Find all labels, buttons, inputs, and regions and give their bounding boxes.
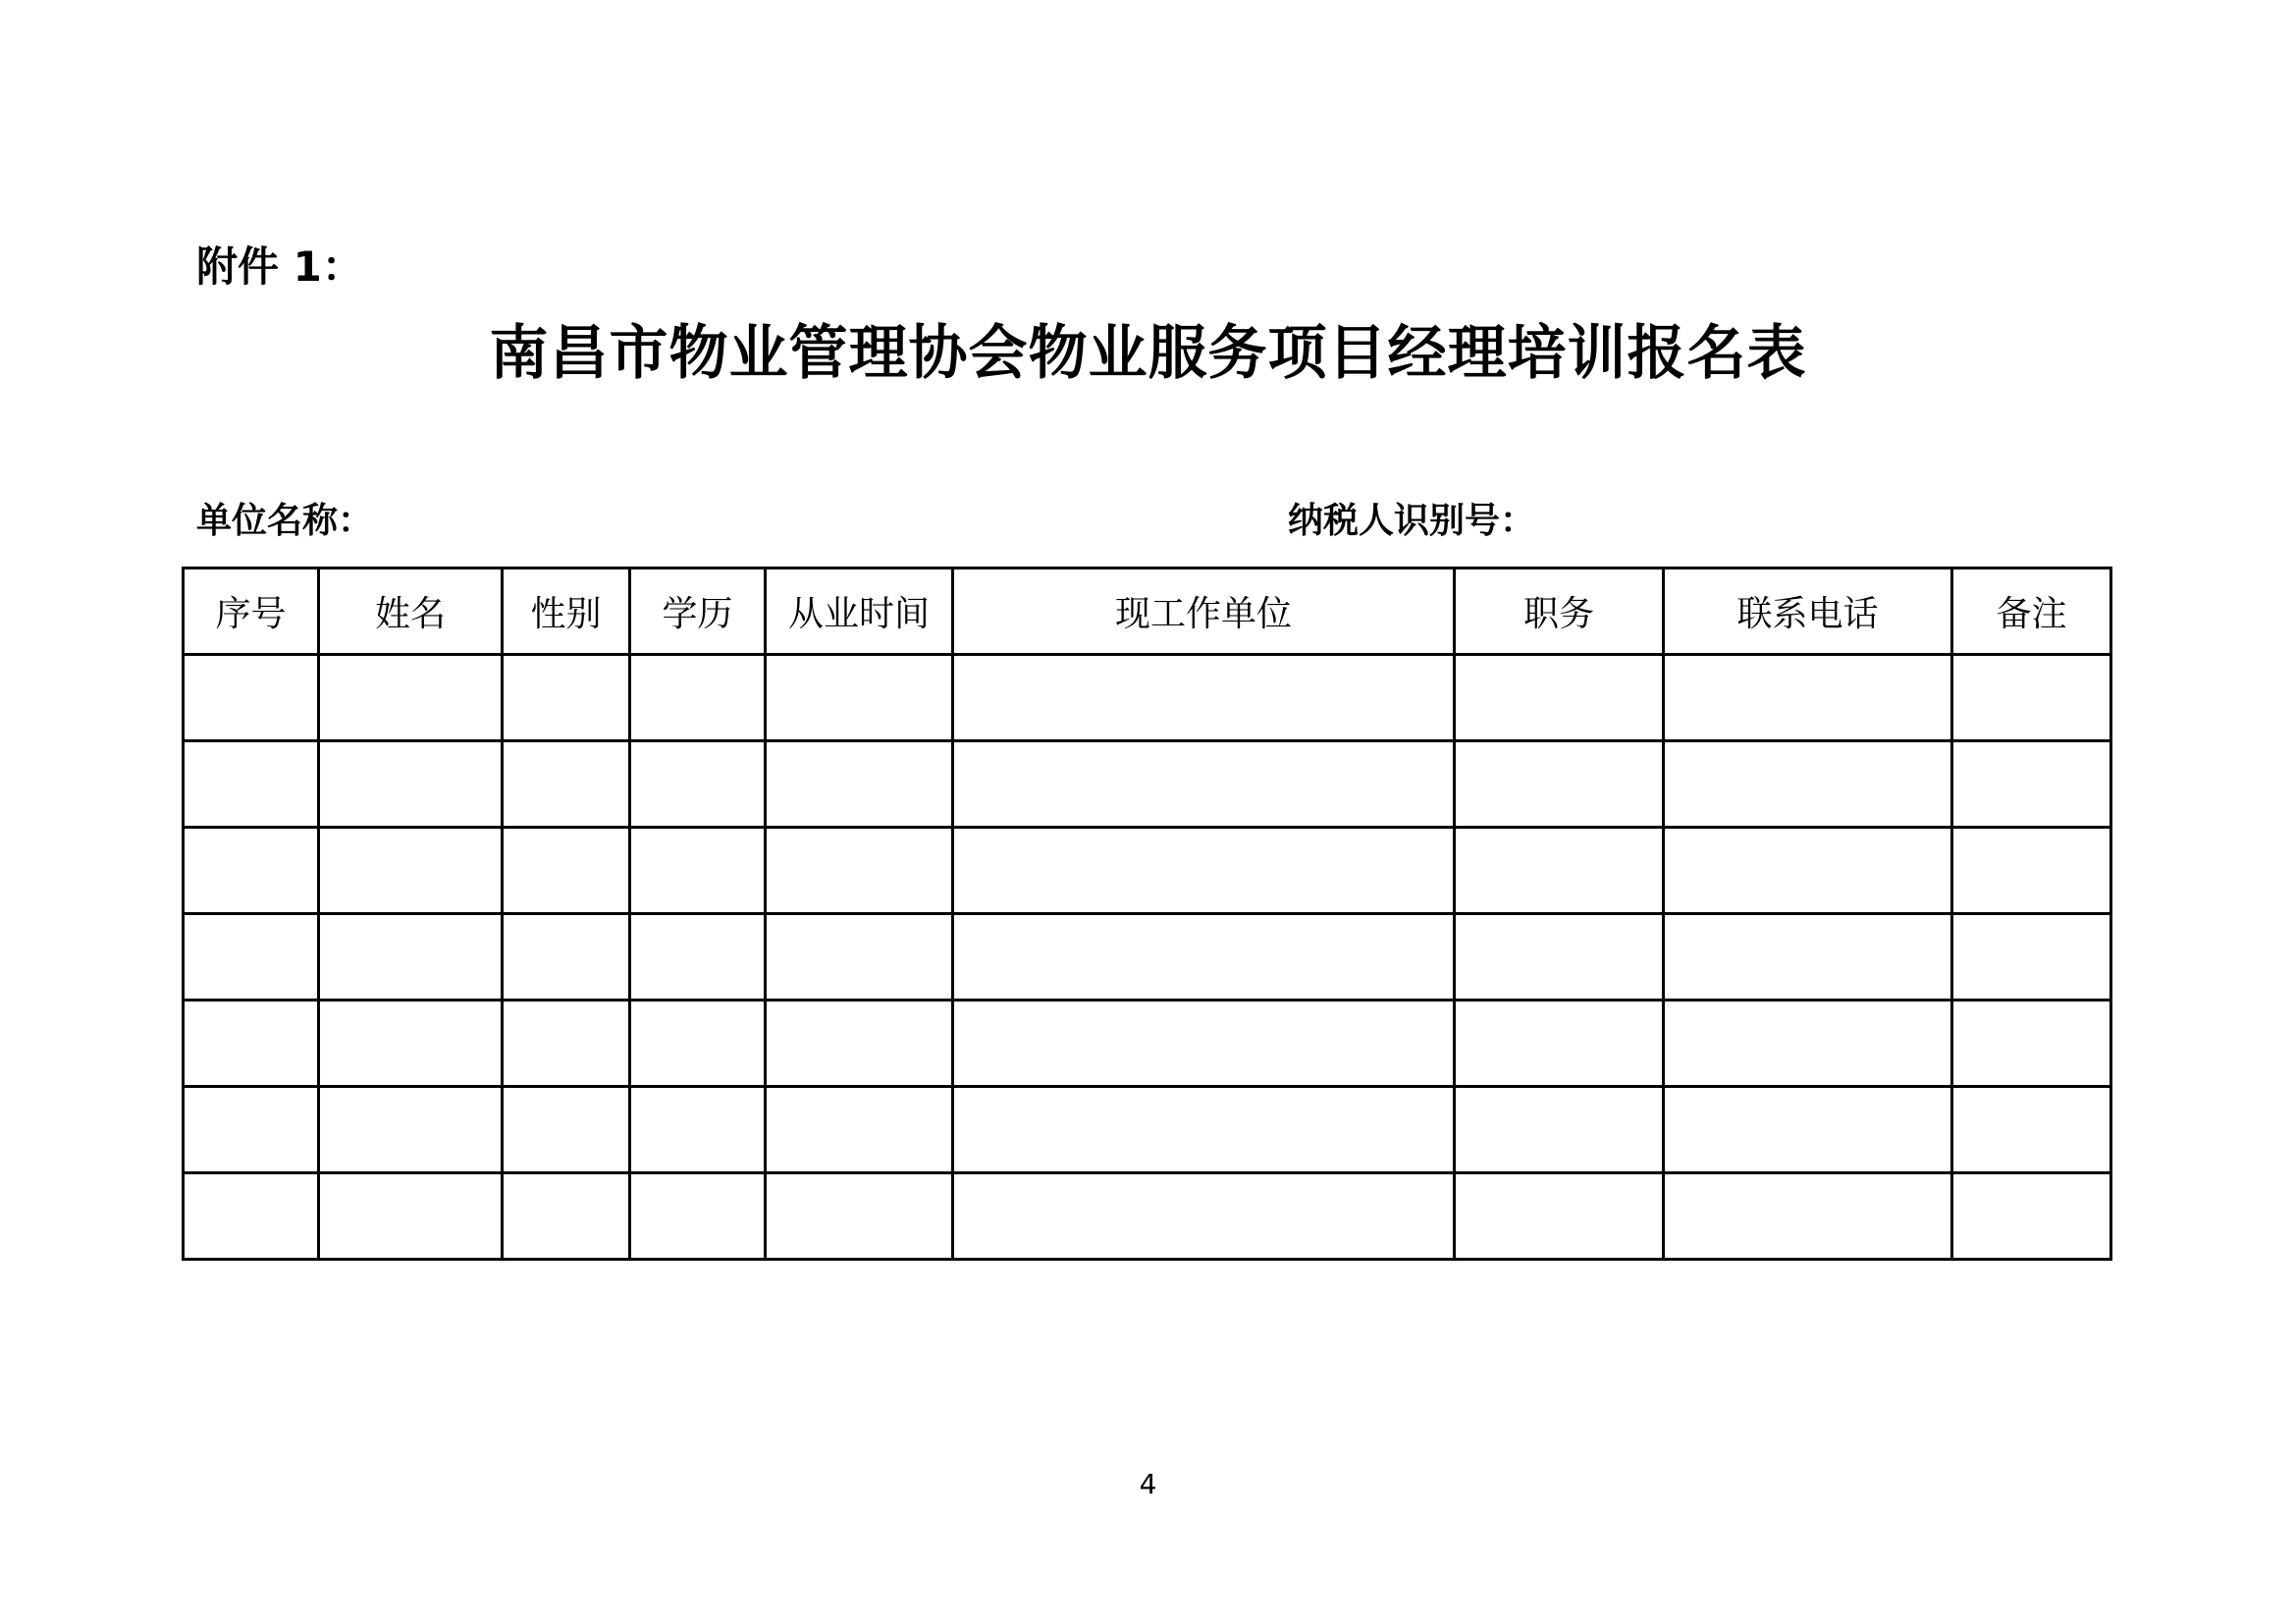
- table-cell[interactable]: [503, 1001, 630, 1087]
- table-row: [184, 655, 2111, 741]
- table-cell[interactable]: [630, 1173, 766, 1260]
- table-cell[interactable]: [319, 914, 503, 1001]
- table-cell[interactable]: [953, 1173, 1455, 1260]
- table-cell[interactable]: [1455, 1173, 1664, 1260]
- page-number: 4: [1139, 1468, 1157, 1500]
- table-cell[interactable]: [1664, 741, 1952, 828]
- header-name: 姓名: [319, 568, 503, 655]
- table-cell[interactable]: [319, 1001, 503, 1087]
- table-row: [184, 1087, 2111, 1173]
- table-cell[interactable]: [953, 828, 1455, 914]
- table-cell[interactable]: [184, 1173, 319, 1260]
- table-cell[interactable]: [503, 914, 630, 1001]
- table-cell[interactable]: [319, 828, 503, 914]
- table-row: [184, 828, 2111, 914]
- header-gender: 性别: [503, 568, 630, 655]
- table-cell[interactable]: [1952, 1087, 2111, 1173]
- table-cell[interactable]: [184, 655, 319, 741]
- table-cell[interactable]: [953, 1001, 1455, 1087]
- table-cell[interactable]: [1664, 914, 1952, 1001]
- table-row: [184, 1173, 2111, 1260]
- header-years-in-industry: 从业时间: [766, 568, 953, 655]
- table-cell[interactable]: [503, 1087, 630, 1173]
- table-cell[interactable]: [1664, 1001, 1952, 1087]
- table-cell[interactable]: [953, 914, 1455, 1001]
- registration-table: [182, 567, 2112, 1261]
- table-cell[interactable]: [503, 828, 630, 914]
- header-phone: 联系电话: [1664, 568, 1952, 655]
- table-cell[interactable]: [630, 741, 766, 828]
- table-cell[interactable]: [766, 1173, 953, 1260]
- table-cell[interactable]: [630, 828, 766, 914]
- table-row: [184, 914, 2111, 1001]
- table-cell[interactable]: [184, 914, 319, 1001]
- table-cell[interactable]: [1664, 1087, 1952, 1173]
- header-position: 职务: [1455, 568, 1664, 655]
- table-cell[interactable]: [766, 1001, 953, 1087]
- page-title: 南昌市物业管理协会物业服务项目经理培训报名表: [489, 319, 1807, 388]
- header-current-employer: 现工作单位: [953, 568, 1455, 655]
- table-cell[interactable]: [766, 741, 953, 828]
- table-cell[interactable]: [319, 1173, 503, 1260]
- table-cell[interactable]: [766, 655, 953, 741]
- header-education: 学历: [630, 568, 766, 655]
- table-cell[interactable]: [630, 914, 766, 1001]
- attachment-label: 附件 1：: [196, 243, 363, 291]
- table-cell[interactable]: [1664, 655, 1952, 741]
- unit-name-label: 单位名称：: [196, 501, 374, 541]
- table-cell[interactable]: [184, 1087, 319, 1173]
- table-row: [184, 741, 2111, 828]
- table-cell[interactable]: [503, 655, 630, 741]
- table-cell[interactable]: [1455, 828, 1664, 914]
- table-cell[interactable]: [953, 655, 1455, 741]
- table-cell[interactable]: [503, 1173, 630, 1260]
- table-cell[interactable]: [1664, 1173, 1952, 1260]
- table-cell[interactable]: [953, 1087, 1455, 1173]
- table-cell[interactable]: [1455, 741, 1664, 828]
- table-cell[interactable]: [1455, 1087, 1664, 1173]
- header-remarks: 备注: [1952, 568, 2111, 655]
- table-cell[interactable]: [766, 914, 953, 1001]
- table-cell[interactable]: [630, 1087, 766, 1173]
- table-cell[interactable]: [1455, 655, 1664, 741]
- table-cell[interactable]: [503, 741, 630, 828]
- table-cell[interactable]: [630, 655, 766, 741]
- table-header-row: [184, 568, 2111, 655]
- table-cell[interactable]: [1455, 914, 1664, 1001]
- table-cell[interactable]: [1952, 1001, 2111, 1087]
- table-cell[interactable]: [319, 1087, 503, 1173]
- table-cell[interactable]: [184, 828, 319, 914]
- header-serial-number: 序号: [184, 568, 319, 655]
- table-cell[interactable]: [1952, 828, 2111, 914]
- table-cell[interactable]: [319, 741, 503, 828]
- table-row: [184, 1001, 2111, 1087]
- table-cell[interactable]: [766, 828, 953, 914]
- table-cell[interactable]: [630, 1001, 766, 1087]
- table-cell[interactable]: [766, 1087, 953, 1173]
- table-cell[interactable]: [1455, 1001, 1664, 1087]
- table-cell[interactable]: [1664, 828, 1952, 914]
- table-cell[interactable]: [184, 741, 319, 828]
- taxpayer-id-label: 纳税人识别号：: [1288, 501, 1536, 541]
- table-cell[interactable]: [1952, 1173, 2111, 1260]
- table-cell[interactable]: [1952, 914, 2111, 1001]
- table-cell[interactable]: [1952, 741, 2111, 828]
- table-cell[interactable]: [184, 1001, 319, 1087]
- table-cell[interactable]: [1952, 655, 2111, 741]
- table-cell[interactable]: [319, 655, 503, 741]
- table-cell[interactable]: [953, 741, 1455, 828]
